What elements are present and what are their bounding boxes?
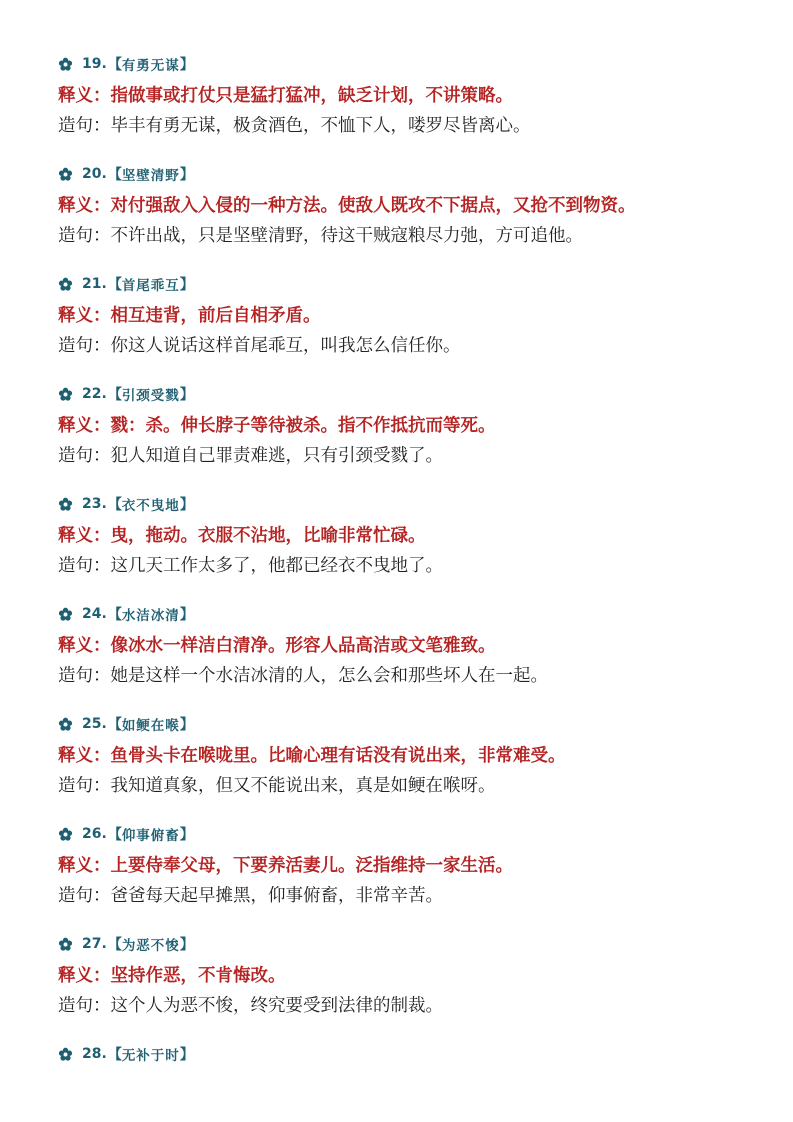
meaning-line bbox=[58, 851, 778, 881]
meaning-label: 释义： bbox=[58, 416, 111, 436]
flower-icon bbox=[58, 387, 73, 402]
example-line bbox=[58, 661, 778, 691]
example-line bbox=[58, 771, 778, 801]
meaning-line bbox=[58, 81, 778, 111]
idiom-title: 衣不曳地 bbox=[121, 498, 180, 514]
meaning-line bbox=[58, 411, 778, 441]
example-text: 她是这样一个水洁冰清的人，怎么会和那些坏人在一起。 bbox=[110, 666, 548, 686]
meaning-line bbox=[58, 301, 778, 331]
idiom-title: 如鲠在喉 bbox=[121, 718, 180, 734]
entry-heading: 27. 【 为恶不悛 】 bbox=[58, 933, 778, 955]
meaning-text: 鱼骨头卡在喉咙里。比喻心理有话没有说出来，非常难受。 bbox=[110, 746, 566, 766]
meaning-label: 释义： bbox=[58, 746, 111, 766]
flower-icon bbox=[58, 717, 73, 732]
meaning-text: 戮：杀。伸长脖子等待被杀。指不作抵抗而等死。 bbox=[110, 416, 496, 436]
example-line bbox=[58, 441, 778, 471]
entry-heading: 26. 【 仰事俯畜 】 bbox=[58, 823, 778, 845]
idiom-title: 引颈受戮 bbox=[121, 388, 180, 404]
example-text: 毕丰有勇无谋，极贪酒色，不恤下人，喽罗尽皆离心。 bbox=[110, 116, 531, 136]
meaning-line bbox=[58, 631, 778, 661]
example-text: 不许出战，只是坚壁清野，待这干贼寇粮尽力弛，方可追他。 bbox=[110, 226, 583, 246]
idiom-entry bbox=[58, 163, 778, 251]
idiom-entry bbox=[58, 493, 778, 581]
example-line bbox=[58, 111, 778, 141]
idiom-entry bbox=[58, 53, 778, 141]
example-label: 造句： bbox=[58, 886, 111, 906]
meaning-text: 指做事或打仗只是猛打猛冲，缺乏计划，不讲策略。 bbox=[110, 86, 513, 106]
flower-icon bbox=[58, 607, 73, 622]
example-text: 犯人知道自己罪责难逃，只有引颈受戮了。 bbox=[110, 446, 443, 466]
entry-heading: 19. 【 有勇无谋 】 bbox=[58, 53, 778, 75]
idiom-entry bbox=[58, 823, 778, 911]
example-label: 造句： bbox=[58, 336, 111, 356]
example-label: 造句： bbox=[58, 666, 111, 686]
meaning-label: 释义： bbox=[58, 636, 111, 656]
meaning-text: 像冰水一样洁白清净。形容人品高洁或文笔雅致。 bbox=[110, 636, 496, 656]
entry-number: 19. bbox=[82, 56, 107, 72]
idiom-entry bbox=[58, 603, 778, 691]
entry-number: 23. bbox=[82, 496, 107, 512]
idiom-entry bbox=[58, 713, 778, 801]
idiom-title: 为恶不悛 bbox=[121, 938, 180, 954]
idiom-title: 有勇无谋 bbox=[121, 58, 180, 74]
flower-icon bbox=[58, 497, 73, 512]
idiom-entry bbox=[58, 1043, 778, 1065]
entry-heading: 25. 【 如鲠在喉 】 bbox=[58, 713, 778, 735]
idiom-entry bbox=[58, 273, 778, 361]
meaning-label: 释义： bbox=[58, 526, 111, 546]
example-label: 造句： bbox=[58, 776, 111, 796]
example-text: 你这人说话这样首尾乖互，叫我怎么信任你。 bbox=[110, 336, 461, 356]
meaning-line bbox=[58, 961, 778, 991]
meaning-text: 曳，拖动。衣服不沾地，比喻非常忙碌。 bbox=[110, 526, 426, 546]
entry-number: 21. bbox=[82, 276, 107, 292]
meaning-text: 上要侍奉父母，下要养活妻儿。泛指维持一家生活。 bbox=[110, 856, 513, 876]
idiom-title: 坚壁清野 bbox=[121, 168, 180, 184]
idiom-title: 无补于时 bbox=[121, 1048, 180, 1064]
meaning-text: 相互违背，前后自相矛盾。 bbox=[110, 306, 321, 326]
flower-icon bbox=[58, 1047, 73, 1062]
idiom-title: 水洁冰清 bbox=[121, 608, 180, 624]
example-line bbox=[58, 551, 778, 581]
example-label: 造句： bbox=[58, 556, 111, 576]
meaning-line bbox=[58, 741, 778, 771]
idiom-entry bbox=[58, 383, 778, 471]
entry-number: 20. bbox=[82, 166, 107, 182]
meaning-line bbox=[58, 521, 778, 551]
entry-heading: 23. 【 衣不曳地 】 bbox=[58, 493, 778, 515]
entry-number: 22. bbox=[82, 386, 107, 402]
meaning-label: 释义： bbox=[58, 86, 111, 106]
example-text: 我知道真象，但又不能说出来，真是如鲠在喉呀。 bbox=[110, 776, 496, 796]
entry-heading: 28. 【 无补于时 】 bbox=[58, 1043, 778, 1065]
meaning-label: 释义： bbox=[58, 856, 111, 876]
flower-icon bbox=[58, 57, 73, 72]
flower-icon bbox=[58, 937, 73, 952]
example-line bbox=[58, 331, 778, 361]
example-label: 造句： bbox=[58, 116, 111, 136]
idiom-title: 仰事俯畜 bbox=[121, 828, 180, 844]
entry-heading: 24. 【 水洁冰清 】 bbox=[58, 603, 778, 625]
example-label: 造句： bbox=[58, 446, 111, 466]
example-line bbox=[58, 881, 778, 911]
entry-heading: 21. 【 首尾乖互 】 bbox=[58, 273, 778, 295]
entry-number: 25. bbox=[82, 716, 107, 732]
entry-number: 24. bbox=[82, 606, 107, 622]
example-text: 爸爸每天起早摊黑，仰事俯畜，非常辛苦。 bbox=[110, 886, 443, 906]
entry-number: 27. bbox=[82, 936, 107, 952]
flower-icon bbox=[58, 827, 73, 842]
example-line bbox=[58, 221, 778, 251]
meaning-line bbox=[58, 191, 778, 221]
meaning-label: 释义： bbox=[58, 966, 111, 986]
example-label: 造句： bbox=[58, 226, 111, 246]
meaning-label: 释义： bbox=[58, 196, 111, 216]
entry-number: 28. bbox=[82, 1046, 107, 1062]
flower-icon bbox=[58, 277, 73, 292]
meaning-text: 对付强敌入入侵的一种方法。使敌人既攻不下据点，又抢不到物资。 bbox=[110, 196, 636, 216]
meaning-label: 释义： bbox=[58, 306, 111, 326]
example-label: 造句： bbox=[58, 996, 111, 1016]
example-text: 这几天工作太多了，他都已经衣不曳地了。 bbox=[110, 556, 443, 576]
entry-heading: 22. 【 引颈受戮 】 bbox=[58, 383, 778, 405]
flower-icon bbox=[58, 167, 73, 182]
entry-number: 26. bbox=[82, 826, 107, 842]
idiom-entry bbox=[58, 933, 778, 1021]
entry-heading: 20. 【 坚壁清野 】 bbox=[58, 163, 778, 185]
example-text: 这个人为恶不悛，终究要受到法律的制裁。 bbox=[110, 996, 443, 1016]
meaning-text: 坚持作恶，不肯悔改。 bbox=[110, 966, 286, 986]
example-line bbox=[58, 991, 778, 1021]
idiom-title: 首尾乖互 bbox=[121, 278, 180, 294]
